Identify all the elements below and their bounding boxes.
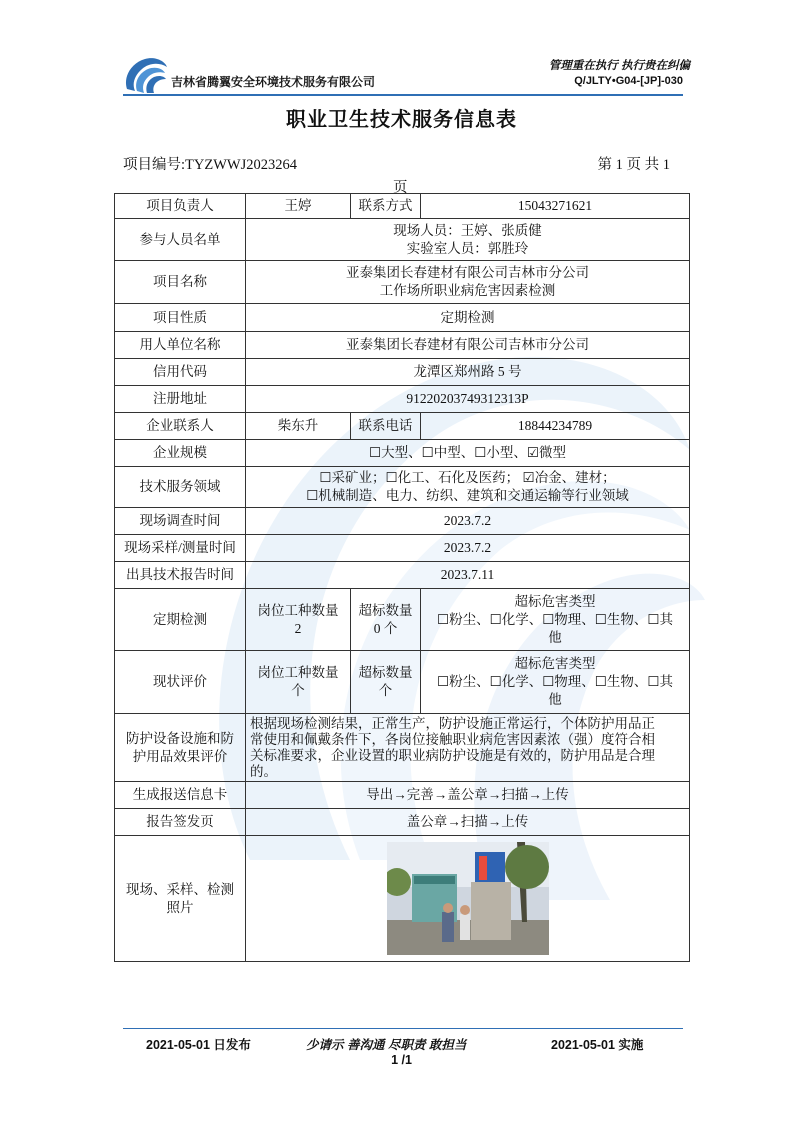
table-row <box>115 782 690 809</box>
value-cell: 龙潭区郑州路 5 号 <box>246 359 690 386</box>
label-cell: 项目性质 <box>115 304 246 332</box>
label-cell: 现状评价 <box>115 651 246 714</box>
label-cell: 定期检测 <box>115 589 246 651</box>
hazard-type-options: ☐粉尘、☐化学、☐物理、☐生物、☐其 <box>436 611 673 627</box>
protect-evaluation-line: 关标准要求，企业设置的职业病防护设施是有效的，防护用品是合理 <box>250 747 655 763</box>
table-row <box>115 836 690 962</box>
table-row <box>115 413 690 440</box>
company-name: 吉林省腾翼安全环境技术服务有限公司 <box>171 75 376 89</box>
value-cell <box>421 589 690 651</box>
table-row <box>115 508 690 535</box>
label-cell: 现场采样/测量时间 <box>115 535 246 562</box>
participants-line: 实验室人员：郭胜玲 <box>406 240 529 256</box>
table-row <box>115 386 690 413</box>
label-cell: 联系电话 <box>351 413 421 440</box>
value-cell: 91220203749312313P <box>246 386 690 413</box>
label-cell <box>115 714 246 782</box>
value-cell: ☐大型、☐中型、☐小型、☑微型 <box>246 440 690 467</box>
label-cell <box>115 836 246 962</box>
label-cell: 项目名称 <box>115 261 246 304</box>
value-cell: 亚泰集团长春建材有限公司吉林市分公司 <box>246 332 690 359</box>
label-cell: 出具技术报告时间 <box>115 562 246 589</box>
label-cell: 信用代码 <box>115 359 246 386</box>
table-row <box>115 651 690 714</box>
page-title: 职业卫生技术服务信息表 <box>286 107 517 131</box>
value-cell <box>246 467 690 508</box>
value-cell <box>351 589 421 651</box>
protect-evaluation-line: 根据现场检测结果，正常生产，防护设施正常运行，个体防护用品正 <box>250 715 655 731</box>
exceed-count-label: 超标数量 <box>358 602 413 618</box>
footer-motto: 少请示 善沟通 尽职责 敢担当 <box>306 1038 467 1052</box>
post-count-label: 岗位工种数量 <box>257 602 339 618</box>
label-cell: 项目负责人 <box>115 194 246 219</box>
value-cell: 导出→完善→盖公章→扫描→上传 <box>246 782 690 809</box>
value-cell: 15043271621 <box>421 194 690 219</box>
table-row <box>115 261 690 304</box>
effective-date: 2021-05-01 实施 <box>551 1038 644 1052</box>
protect-label-line: 防护设备设施和防 <box>126 730 234 746</box>
label-cell: 企业联系人 <box>115 413 246 440</box>
table-row <box>115 219 690 261</box>
footer-divider <box>123 1028 683 1029</box>
table-row <box>115 714 690 782</box>
protect-label-line: 护用品效果评价 <box>132 748 228 764</box>
field-line: ☐机械制造、电力、纺织、建筑和交通运输等行业领域 <box>306 488 629 503</box>
exceed-count-value: 0 个 <box>373 620 398 636</box>
label-cell: 用人单位名称 <box>115 332 246 359</box>
project-name-line: 工作场所职业病危害因素检测 <box>379 283 556 298</box>
value-cell <box>421 651 690 714</box>
value-cell <box>351 651 421 714</box>
value-cell: 王婷 <box>246 194 351 219</box>
table-row <box>115 535 690 562</box>
header-slogan: 管理重在执行 执行贵在纠偏 <box>548 60 690 72</box>
table-row <box>115 304 690 332</box>
value-cell <box>246 219 690 261</box>
table-row <box>115 332 690 359</box>
value-cell: 18844234789 <box>421 413 690 440</box>
table-row <box>115 440 690 467</box>
hazard-type-options: 他 <box>548 629 562 645</box>
label-cell: 联系方式 <box>351 194 421 219</box>
site-photo <box>387 842 549 955</box>
value-cell: 2023.7.11 <box>246 562 690 589</box>
protect-evaluation-line: 常使用和佩戴条件下，各岗位接触职业病危害因素浓（强）度符合相 <box>250 731 655 747</box>
post-count-value: 个 <box>291 683 305 698</box>
label-cell: 报告签发页 <box>115 809 246 836</box>
label-cell: 生成报送信息卡 <box>115 782 246 809</box>
post-count-label: 岗位工种数量 <box>257 665 339 680</box>
protect-evaluation-line: 的。 <box>250 763 277 779</box>
page-info: 第 1 页 共 1 <box>597 157 670 173</box>
value-cell <box>246 589 351 651</box>
document-code: Q/JLTY•G04-[JP]-030 <box>574 75 683 87</box>
project-number: 项目编号:TYZWWJ2023264 <box>123 157 297 173</box>
hazard-type-label: 超标危害类型 <box>514 593 596 609</box>
page-info-wrap: 页 <box>393 180 408 196</box>
table-row <box>115 194 690 219</box>
post-count-value: 2 <box>294 620 302 636</box>
table-row <box>115 589 690 651</box>
label-cell: 企业规模 <box>115 440 246 467</box>
photo-label-line: 照片 <box>166 899 194 915</box>
table-row <box>115 359 690 386</box>
table-row <box>115 562 690 589</box>
label-cell: 参与人员名单 <box>115 219 246 261</box>
value-cell <box>246 261 690 304</box>
value-cell <box>246 651 351 714</box>
project-name-line: 亚泰集团长春建材有限公司吉林市分公司 <box>346 265 589 280</box>
label-cell: 现场调查时间 <box>115 508 246 535</box>
participants-line: 现场人员：王婷、张质健 <box>393 222 542 238</box>
info-table <box>114 193 690 962</box>
value-cell <box>246 714 690 782</box>
photo-label-line: 现场、采样、检测 <box>126 881 234 897</box>
value-cell: 2023.7.2 <box>246 508 690 535</box>
photo-cell <box>246 836 690 962</box>
value-cell: 盖公章→扫描→上传 <box>246 809 690 836</box>
label-cell: 注册地址 <box>115 386 246 413</box>
company-logo <box>123 55 169 95</box>
exceed-count-label: 超标数量 <box>358 665 413 680</box>
issue-date: 2021-05-01 日发布 <box>146 1038 251 1052</box>
page-number: 1 /1 <box>391 1053 412 1067</box>
hazard-type-options: ☐粉尘、☐化学、☐物理、☐生物、☐其 <box>436 674 673 689</box>
value-cell: 柴东升 <box>246 413 351 440</box>
hazard-type-options: 他 <box>548 692 562 707</box>
table-row <box>115 809 690 836</box>
field-line: ☐采矿业；☐化工、石化及医药； ☑冶金、建材； <box>319 470 616 485</box>
table-row <box>115 467 690 508</box>
value-cell: 定期检测 <box>246 304 690 332</box>
value-cell: 2023.7.2 <box>246 535 690 562</box>
label-cell: 技术服务领域 <box>115 467 246 508</box>
header-divider <box>123 94 683 96</box>
hazard-type-label: 超标危害类型 <box>514 656 596 671</box>
exceed-count-value: 个 <box>378 683 393 698</box>
